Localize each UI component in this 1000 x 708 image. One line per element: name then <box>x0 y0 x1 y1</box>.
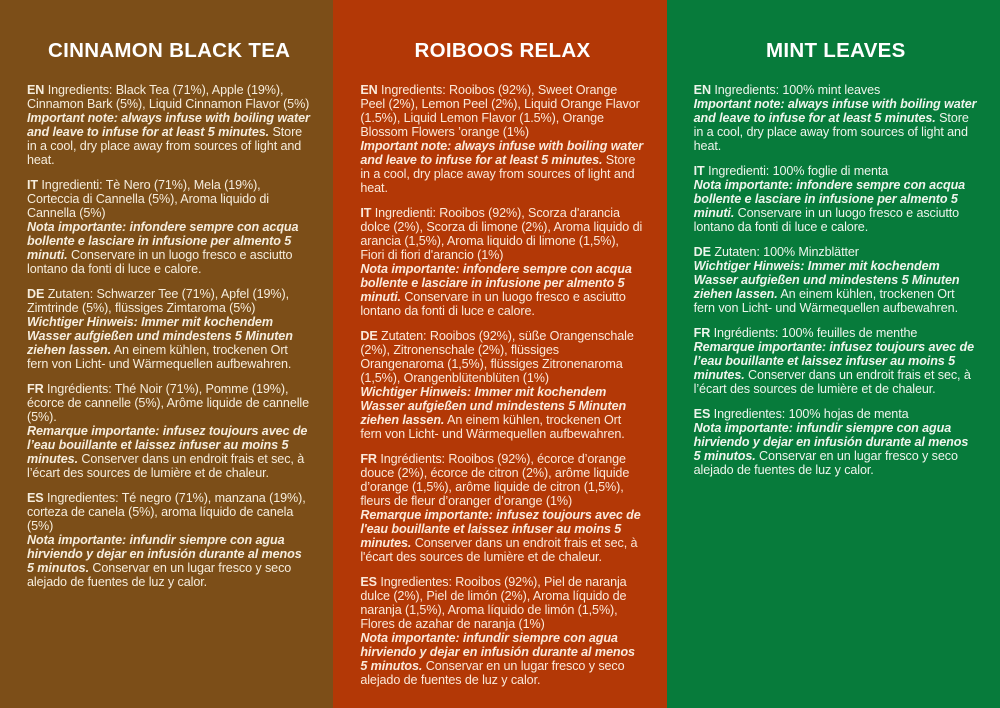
ingredients-text: Ingredients: 100% mint leaves <box>714 83 881 97</box>
important-note-text: Nota importante: infondere sempre con acqua bollente e lasciare in infusione per almento 5 minuti. <box>27 220 299 262</box>
language-section <box>27 382 311 480</box>
ingredients-text: Zutaten: Rooibos (92%), süße Orangenschale (2%), Zitronenschale (2%), flüssiges Orangenaroma (1,5%), flüssiges Zitronenaroma (1,5%), Orangenblütenblüten (1%) <box>360 329 634 385</box>
note-paragraph <box>27 315 311 371</box>
storage-text: Store in a cool, dry place away from sources of light and heat. <box>27 125 303 167</box>
note-paragraph <box>694 340 978 396</box>
storage-text: An einem kühlen, trockenen Ort fern von Licht- und Wärmequellen aufbewahren. <box>360 413 625 441</box>
important-note-text: Nota importante: infondere sempre con acqua bollente e lasciare in infusione per almento 5 minuti. <box>693 178 966 220</box>
note-paragraph <box>27 111 311 167</box>
language-section <box>694 83 978 153</box>
note-paragraph <box>694 259 978 315</box>
important-note-text: Remarque importante: infusez toujours avec de l’eau bouillante et laissez infuser au moins 5 minutes. <box>27 424 308 466</box>
language-code: ES <box>360 575 377 589</box>
important-note-text: Important note: always infuse with boiling water and leave to infuse for at least 5 minutes. <box>360 139 644 167</box>
language-section <box>360 575 644 687</box>
important-note-text: Wichtiger Hinweis: Immer mit kochendem Wasser aufgießen und mindestens 5 Minuten ziehen lassen. <box>27 315 293 357</box>
ingredients-paragraph <box>360 452 644 508</box>
ingredients-text: Ingrédients: Thé Noir (71%), Pomme (19%), écorce de cannelle (5%), Arôme liquide de cannelle (5%). <box>27 382 310 424</box>
language-section <box>27 83 311 167</box>
note-paragraph <box>694 421 978 477</box>
ingredients-paragraph <box>27 287 311 315</box>
language-sections <box>360 83 644 687</box>
language-code: IT <box>360 206 372 220</box>
note-paragraph <box>27 220 311 276</box>
important-note-text: Wichtiger Hinweis: Immer mit kochendem Wasser aufgießen und mindestens 5 Minuten ziehen lassen. <box>693 259 960 301</box>
ingredients-paragraph <box>27 382 311 424</box>
language-section <box>360 329 644 441</box>
storage-text: Conservare in un luogo fresco e asciutto lontano da fonti di luce e calore. <box>27 248 293 276</box>
note-paragraph <box>360 262 644 318</box>
note-paragraph <box>27 533 311 589</box>
language-code: FR <box>27 382 44 396</box>
language-code: IT <box>27 178 38 192</box>
note-paragraph <box>360 139 644 195</box>
language-code: DE <box>693 245 711 259</box>
label-panel <box>0 0 333 708</box>
ingredients-paragraph <box>360 83 644 139</box>
important-note-text: Important note: always infuse with boiling water and leave to infuse for at least 5 minutes. <box>27 111 310 139</box>
ingredients-paragraph <box>694 164 978 178</box>
ingredients-paragraph <box>27 83 311 111</box>
note-paragraph <box>694 178 978 234</box>
ingredients-text: Ingredients: Black Tea (71%), Apple (19%), Cinnamon Bark (5%), Liquid Cinnamon Flavor (5%) <box>27 83 310 111</box>
language-sections <box>694 83 978 477</box>
storage-text: Conservar en un lugar fresco y seco alejado de fuentes de luz y calor. <box>27 561 292 589</box>
language-section <box>694 245 978 315</box>
storage-text: Conserver dans un endroit frais et sec, à l’écart des sources de lumière et de chaleur. <box>27 452 305 480</box>
ingredients-paragraph <box>360 575 644 631</box>
ingredients-text: Ingredienti: 100% foglie di menta <box>708 164 889 178</box>
ingredients-paragraph <box>694 83 978 97</box>
storage-text: Store in a cool, dry place away from sources of light and heat. <box>693 111 969 153</box>
language-code: FR <box>693 326 711 340</box>
important-note-text: Wichtiger Hinweis: Immer mit kochendem Wasser aufgießen und mindestens 5 Minuten ziehen lassen. <box>360 385 627 427</box>
important-note-text: Nota importante: infundir siempre con agua hirviendo y dejar en infusión durante al menos 5 minutos. <box>693 421 969 463</box>
storage-text: Store in a cool, dry place away from sources of light and heat. <box>360 153 636 195</box>
storage-text: Conservare in un luogo fresco e asciutto lontano da fonti di luce e calore. <box>360 290 626 318</box>
note-paragraph <box>360 508 644 564</box>
language-code: ES <box>693 407 711 421</box>
language-section <box>27 491 311 589</box>
language-code: EN <box>360 83 378 97</box>
language-code: IT <box>693 164 705 178</box>
ingredients-text: Ingredientes: 100% hojas de menta <box>713 407 909 421</box>
note-paragraph <box>694 97 978 153</box>
language-sections <box>27 83 311 589</box>
panel-title: ROIBOOS RELAX <box>414 39 591 62</box>
ingredients-paragraph <box>694 407 978 421</box>
important-note-text: Nota importante: infundir siempre con agua hirviendo y dejar en infusión durante al menos 5 minutos. <box>360 631 635 673</box>
ingredients-text: Ingredientes: Rooibos (92%), Piel de naranja dulce (2%), Piel de limón (2%), Aroma líquido de naranja (1,5%), Aroma líquido de limón (1,5%), Flores de azahar de naranja (1%) <box>360 575 627 631</box>
panel-title: MINT LEAVES <box>766 39 906 62</box>
language-section <box>694 407 978 477</box>
language-section <box>360 452 644 564</box>
storage-text: Conserver dans un endroit frais et sec, à l'écart des sources de lumière et de chaleur. <box>360 536 638 564</box>
ingredients-paragraph <box>694 326 978 340</box>
ingredients-text: Ingredienti: Tè Nero (71%), Mela (19%), Corteccia di Cannella (5%), Aroma liquido di Cannella (5%) <box>27 178 269 220</box>
ingredients-paragraph <box>694 245 978 259</box>
ingredients-text: Ingrédients: 100% feuilles de menthe <box>713 326 918 340</box>
language-code: FR <box>360 452 377 466</box>
language-section <box>360 83 644 195</box>
note-paragraph <box>27 424 311 480</box>
ingredients-paragraph <box>27 178 311 220</box>
storage-text: Conservar en un lugar fresco y seco alejado de fuentes de luz y calor. <box>693 449 958 477</box>
language-section <box>27 287 311 371</box>
storage-text: An einem kühlen, trockenen Ort fern von Licht- und Wärmequellen aufbewahren. <box>693 287 958 315</box>
storage-text: An einem kühlen, trockenen Ort fern von Licht- und Wärmequellen aufbewahren. <box>27 343 292 371</box>
note-paragraph <box>360 631 644 687</box>
language-code: EN <box>693 83 711 97</box>
ingredients-paragraph <box>360 329 644 385</box>
label-panel <box>333 0 666 708</box>
ingredients-text: Ingredients: Rooibos (92%), Sweet Orange Peel (2%), Lemon Peel (2%), Liquid Orange Flavor (1.5%), Liquid Lemon Flavor (1.5%), Orange Blossom Flowers ’orange (1%) <box>360 83 640 139</box>
ingredients-text: Ingrédients: Rooibos (92%), écorce d’orange douce (2%), écorce de citron (2%), arôme liquide d’orange (1,5%), arôme liquide de citron (1,5%), fleurs de fleur d’oranger d’orange (1%) <box>360 452 630 508</box>
important-note-text: Remarque importante: infusez toujours avec de l’eau bouillante et laissez infuser au moins 5 minutes. <box>693 340 974 382</box>
important-note-text: Important note: always infuse with boiling water and leave to infuse for at least 5 minutes. <box>693 97 977 125</box>
storage-text: Conservare in un luogo fresco e asciutto lontano da fonti di luce e calore. <box>693 206 960 234</box>
ingredients-text: Zutaten: 100% Minzblätter <box>714 245 859 259</box>
language-code: EN <box>27 83 45 97</box>
ingredients-paragraph <box>27 491 311 533</box>
language-code: ES <box>27 491 44 505</box>
language-code: DE <box>360 329 378 343</box>
important-note-text: Remarque importante: infusez toujours avec de l'eau bouillante et laissez infuser au moins 5 minutes. <box>360 508 641 550</box>
important-note-text: Nota importante: infundir siempre con agua hirviendo y dejar en infusión durante al menos 5 minutos. <box>27 533 302 575</box>
ingredients-text: Zutaten: Schwarzer Tee (71%), Apfel (19%), Zimtrinde (5%), flüssiges Zimtaroma (5%) <box>27 287 289 315</box>
language-section <box>27 178 311 276</box>
panel-title: CINNAMON BLACK TEA <box>48 39 291 62</box>
language-section <box>360 206 644 318</box>
important-note-text: Nota importante: infondere sempre con acqua bollente e lasciare in infusione per almento 5 minuti. <box>360 262 632 304</box>
ingredients-paragraph <box>360 206 644 262</box>
language-section <box>694 164 978 234</box>
label-panel <box>667 0 1000 708</box>
storage-text: Conservar en un lugar fresco y seco alejado de fuentes de luz y calor. <box>360 659 625 687</box>
ingredients-text: Ingredienti: Rooibos (92%), Scorza d'arancia dolce (2%), Scorza di limone (2%), Aroma liquido di arancia (1,5%), Aroma liquido di limone (1,5%), Fiori di fiori d'arancio (1%) <box>360 206 643 262</box>
language-section <box>694 326 978 396</box>
language-code: DE <box>27 287 45 301</box>
note-paragraph <box>360 385 644 441</box>
storage-text: Conserver dans un endroit frais et sec, à l’écart des sources de lumière et de chaleur. <box>693 368 971 396</box>
ingredients-text: Ingredientes: Té negro (71%), manzana (19%), corteza de canela (5%), aroma líquido de canela (5%) <box>27 491 306 533</box>
